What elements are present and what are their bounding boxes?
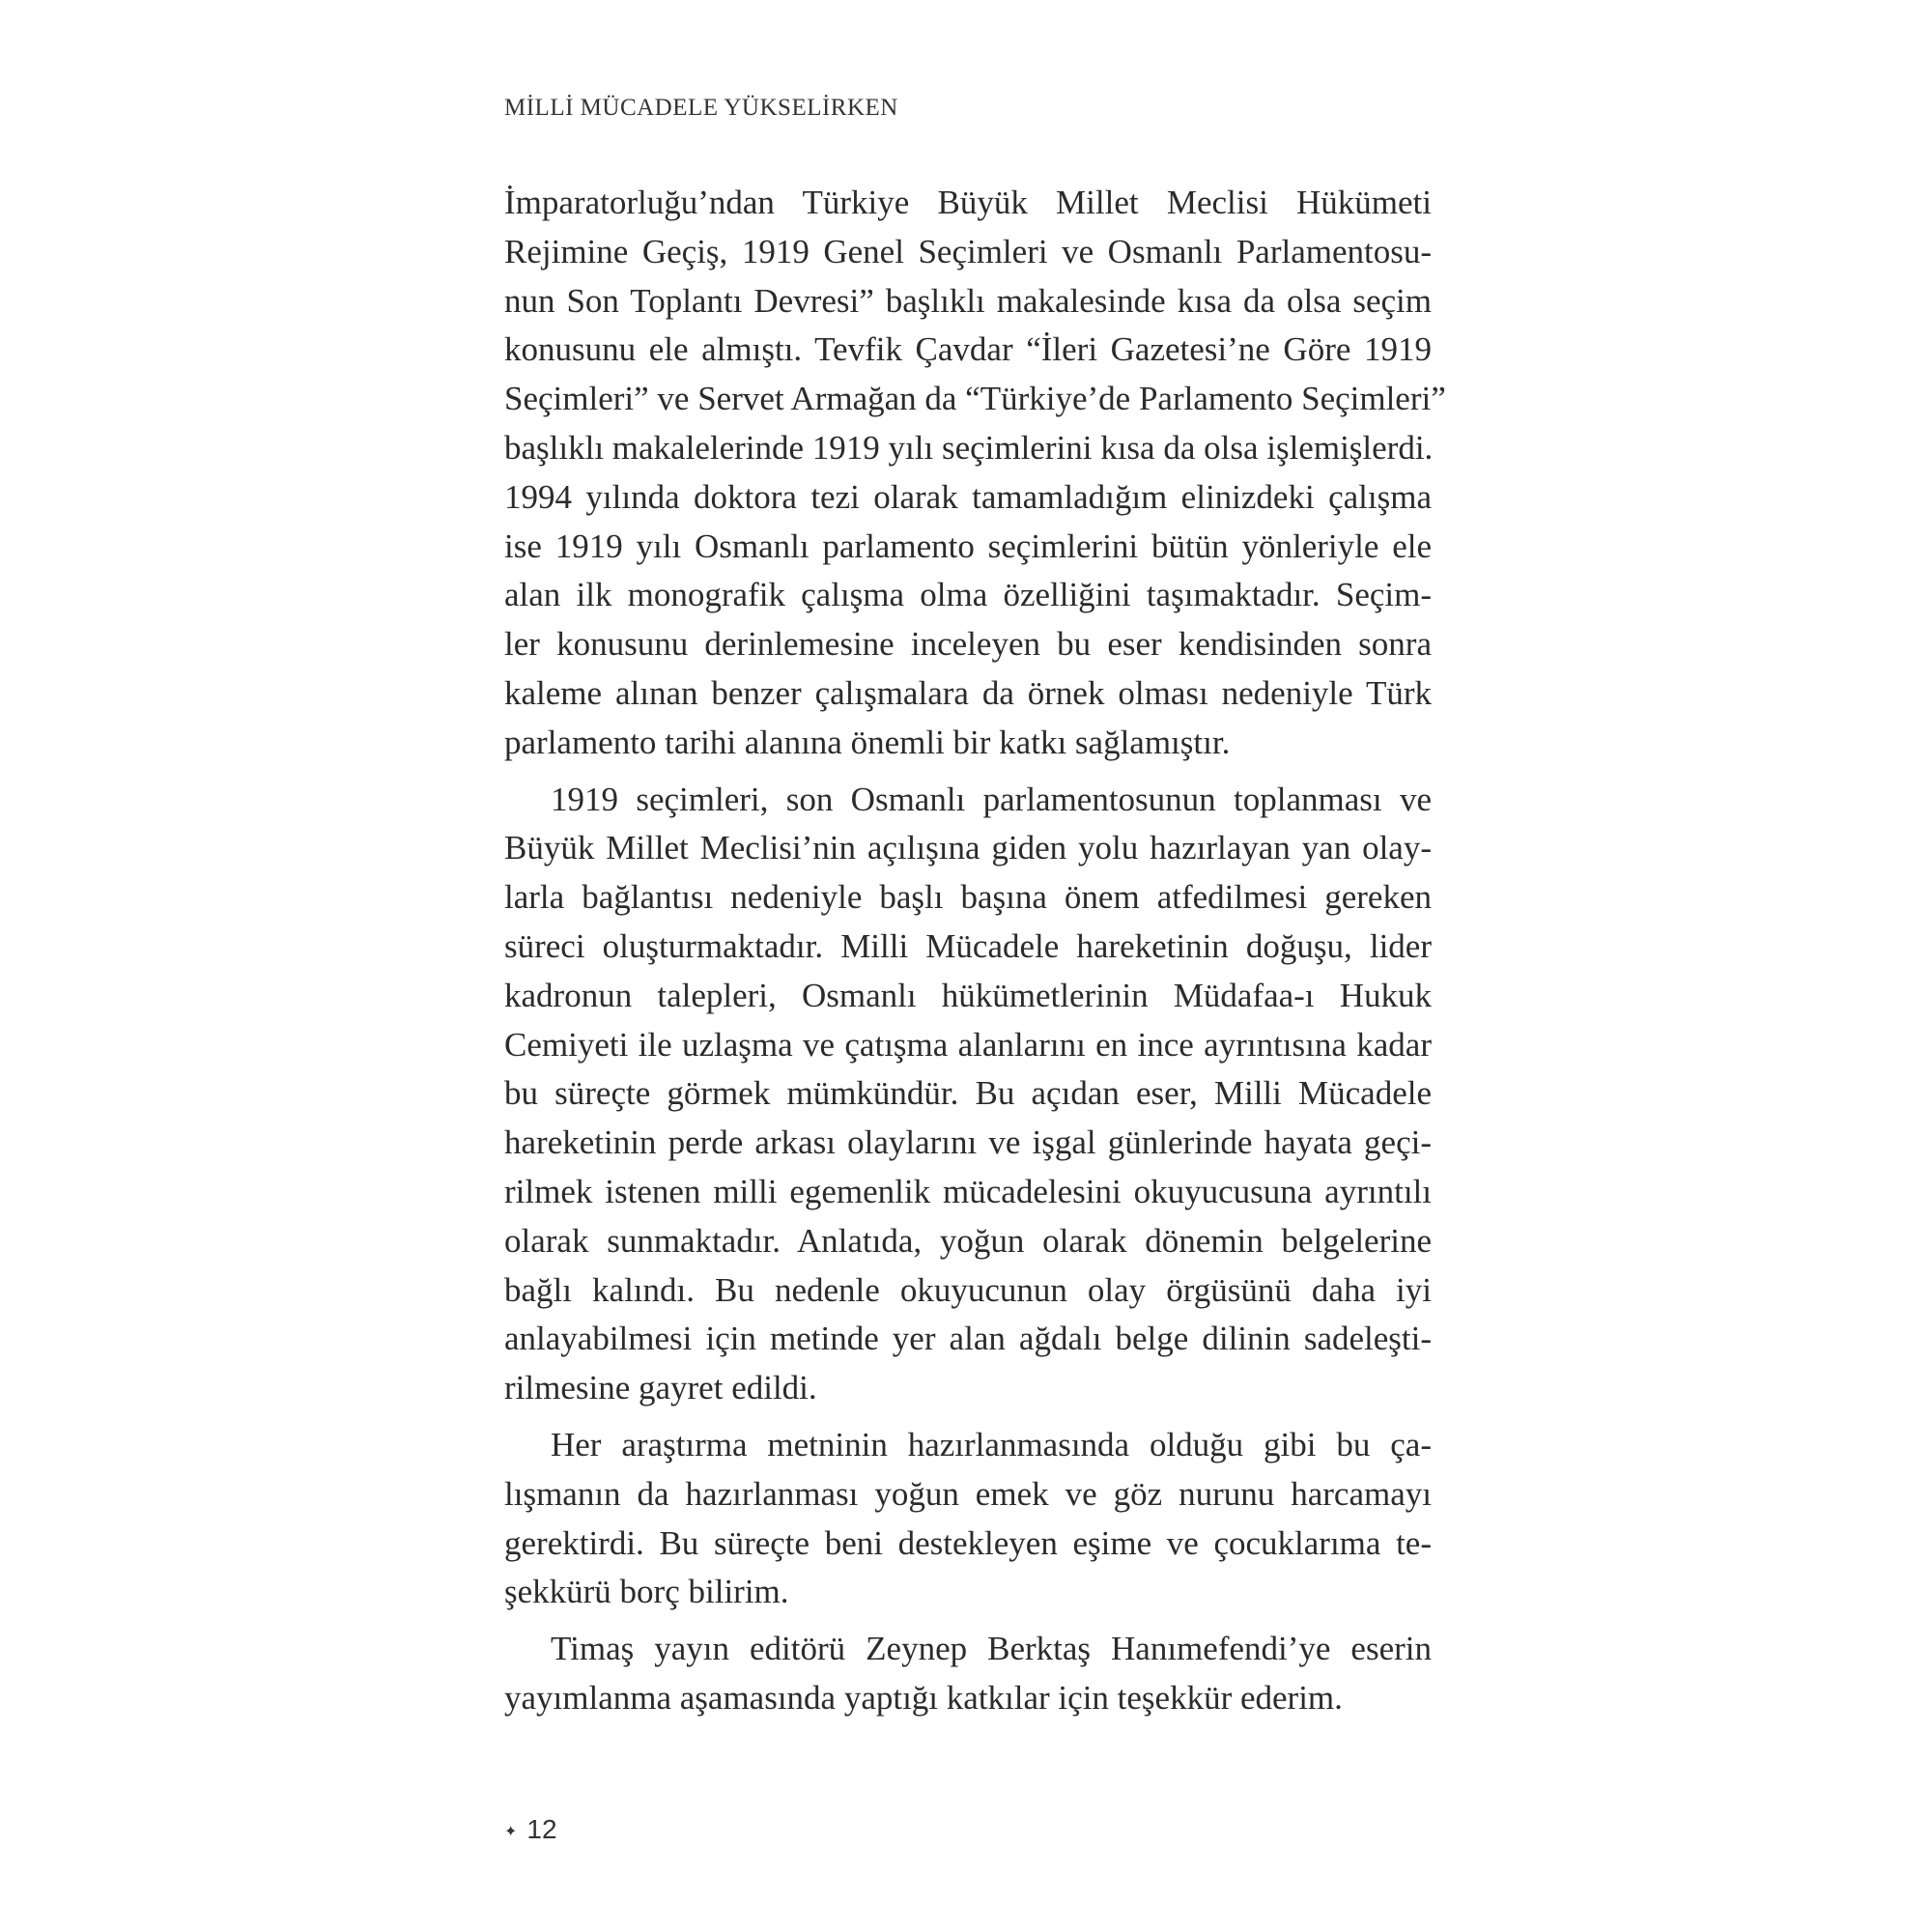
page-number: 12	[526, 1814, 557, 1844]
paragraph-2	[504, 776, 1432, 1413]
text-line: İmparatorluğu’ndan Türkiye Büyük Millet Meclisi Hükümeti	[504, 184, 1432, 221]
text-line: ler konusunu derinlemesine inceleyen bu eser kendisinden sonra	[504, 625, 1432, 664]
text-line: larla bağlantısı nedeniyle başlı başına önem atfedilmesi gereken	[504, 878, 1432, 917]
text-line: Her araştırma metninin hazırlanmasında olduğu gibi bu ça-	[551, 1425, 1432, 1463]
text-line: Seçimleri” ve Servet Armağan da “Türkiye’de Parlamento Seçimleri”	[504, 380, 1446, 418]
text-line: gerektirdi. Bu süreçte beni destekleyen eşime ve çocuklarıma te-	[504, 1523, 1432, 1562]
text-line: bağlı kalındı. Bu nedenle okuyucunun olay örgüsünü daha iyi	[504, 1270, 1432, 1309]
text-line: parlamento tarihi alanına önemli bir katkı sağlamıştır.	[504, 723, 1231, 761]
paragraph-spacer	[504, 1617, 1432, 1625]
body-text	[504, 179, 1446, 1723]
paragraph-1	[504, 179, 1446, 768]
text-line: kadronun talepleri, Osmanlı hükümetlerinin Müdafaa-ı Hukuk	[504, 976, 1432, 1014]
running-head: MİLLİ MÜCADELE YÜKSELİRKEN	[504, 95, 898, 121]
text-line: nun Son Toplantı Devresi” başlıklı makalesinde kısa da olsa seçim	[504, 281, 1432, 320]
text-line: konusunu ele almıştı. Tevfik Çavdar “İleri Gazetesi’ne Göre 1919	[504, 330, 1432, 369]
text-line: ise 1919 yılı Osmanlı parlamento seçimlerini bütün yönleriyle ele	[504, 526, 1432, 565]
text-line: olarak sunmaktadır. Anlatıda, yoğun olarak dönemin belgelerine	[504, 1221, 1432, 1260]
paragraph-4	[504, 1625, 1432, 1723]
text-line: alan ilk monografik çalışma olma özelliğini taşımaktadır. Seçim-	[504, 576, 1432, 614]
text-line: Cemiyeti ile uzlaşma ve çatışma alanlarını en ince ayrıntısına kadar	[504, 1025, 1432, 1064]
paragraph-3	[504, 1421, 1432, 1617]
page-footer	[504, 1814, 557, 1845]
text-line: rilmesine gayret edildi.	[504, 1369, 817, 1407]
text-line: Büyük Millet Meclisi’nin açılışına giden yolu hazırlayan yan olay-	[504, 829, 1432, 867]
text-line: başlıklı makalelerinde 1919 yılı seçimlerini kısa da olsa işlemişlerdi.	[504, 428, 1434, 467]
text-line: 1919 seçimleri, son Osmanlı parlamentosunun toplanması ve	[551, 780, 1432, 818]
text-line: Timaş yayın editörü Zeynep Berktaş Hanımefendi’ye eserin	[551, 1630, 1432, 1668]
text-line: rilmek istenen milli egemenlik mücadelesini okuyucusuna ayrıntılı	[504, 1172, 1432, 1210]
text-line: kaleme alınan benzer çalışmalara da örnek olması nedeniyle Türk	[504, 673, 1432, 712]
text-line: şekkürü borç bilirim.	[504, 1573, 789, 1611]
text-line: lışmanın da hazırlanması yoğun emek ve göz nurunu harcamayı	[504, 1474, 1432, 1513]
text-line: süreci oluşturmaktadır. Milli Mücadele hareketinin doğuşu, lider	[504, 926, 1432, 965]
text-line: hareketinin perde arkası olaylarını ve işgal günlerinde hayata geçi-	[504, 1123, 1432, 1162]
paragraph-spacer	[504, 768, 1432, 776]
ornament-icon: ✦	[504, 1824, 518, 1840]
text-line: Rejimine Geçiş, 1919 Genel Seçimleri ve Osmanlı Parlamentosu-	[504, 232, 1432, 270]
text-line: anlayabilmesi için metinde yer alan ağdalı belge dilinin sadeleşti-	[504, 1320, 1432, 1358]
text-line: yayımlanma aşamasında yaptığı katkılar için teşekkür ederim.	[504, 1678, 1343, 1717]
text-line: 1994 yılında doktora tezi olarak tamamladığım elinizdeki çalışma	[504, 477, 1432, 516]
text-line: bu süreçte görmek mümkündür. Bu açıdan eser, Milli Mücadele	[504, 1074, 1432, 1113]
paragraph-spacer	[504, 1413, 1432, 1421]
